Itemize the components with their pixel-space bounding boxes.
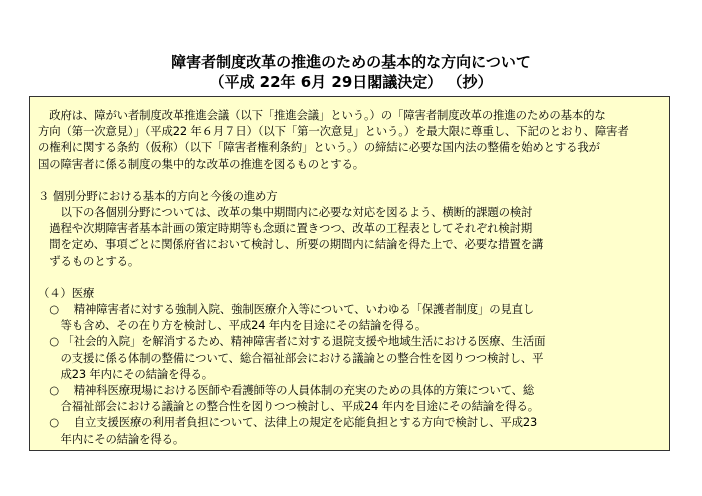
section-4-item-line: ○ 自立支援医療の利用者負担について、法律上の規定を応能負担とする方向で検討し、平成23 [38, 415, 538, 430]
spacer [38, 172, 663, 188]
section-4-item-line: の支援に係る体制の整備について、総合福祉部会における議論との整合性を図りつつ検討し、平 [38, 350, 544, 365]
section-4-item-line: 合福祉部会における議論との整合性を図りつつ検討し、平成24 年内を目途にその結論を得る。 [38, 399, 540, 414]
section-3-line: 以下の各個別分野については、改革の集中期間内に必要な対応を図るよう、横断的課題の検討 [38, 205, 533, 220]
section-4-heading: （４）医療 [38, 285, 95, 300]
section-4-medical [38, 285, 663, 447]
document-title [0, 52, 702, 92]
title-main: 障害者制度改革の推進のための基本的な方向について [171, 53, 531, 71]
section-4-item-line: 年内にその結論を得る。 [38, 431, 185, 446]
section-3-line: 間を定め、事項ごとに関係府省において検討し、所要の期間内に結論を得た上で、必要な措置を講 [38, 237, 544, 252]
title-subtitle: （平成 22年 6月 29日閣議決定） （抄） [209, 73, 493, 91]
intro-line: の権利に関する条約（仮称）（以下「障害者権利条約」という。）の締結に必要な国内法の整備を始めとする我が [38, 140, 600, 155]
section-3-line: 過程や次期障害者基本計画の策定時期等も念頭に置きつつ、改革の工程表としてそれぞれ検討期 [38, 221, 533, 236]
section-4-item-line: 等も含め、その在り方を検討し、平成24 年内を目途にその結論を得る。 [38, 318, 427, 333]
intro-line: 国の障害者に係る制度の集中的な改革の推進を図るものとする。 [38, 156, 364, 171]
intro-line: 政府は、障がい者制度改革推進会議（以下「推進会議」という。）の「障害者制度改革の推進のための基本的な [38, 108, 606, 122]
section-3 [38, 188, 663, 269]
excerpt-box [29, 96, 670, 451]
spacer [38, 269, 663, 285]
intro-paragraph [38, 107, 663, 172]
section-4-item-line: ○ 「社会的入院」を解消するため、精神障害者に対する退院支援や地域生活における医療、生活面 [38, 334, 546, 349]
section-4-item-line: ○ 精神障害者に対する強制入院、強制医療介入等について、いわゆる「保護者制度」の見直し [38, 302, 535, 317]
section-3-heading: ３ 個別分野における基本的方向と今後の進め方 [38, 188, 278, 203]
section-4-item-line: ○ 精神科医療現場における医師や看護師等の人員体制の充実のための具体的方策について、総 [38, 383, 535, 398]
intro-line: 方向（第一次意見）」（平成22 年６月７日）（以下「第一次意見」という。）を最大限に尊重し、下記のとおり、障害者 [38, 124, 629, 139]
section-3-line: ずるものとする。 [38, 253, 140, 268]
section-4-item-line: 成23 年内にその結論を得る。 [38, 366, 214, 381]
